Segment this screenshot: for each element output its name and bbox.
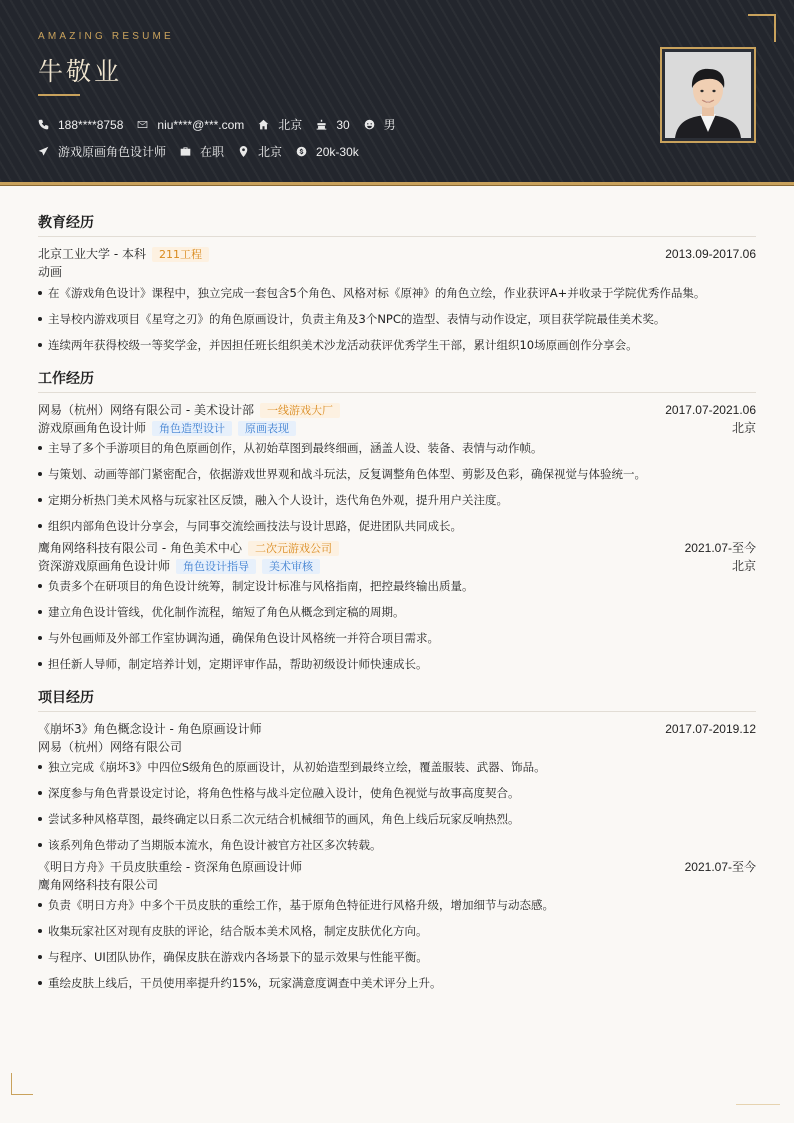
candidate-name: 牛敬业: [38, 57, 123, 86]
education-date: 2013.09-2017.06: [665, 247, 756, 261]
education-bullets: [38, 284, 756, 354]
role-tag: 美术审核: [262, 559, 320, 574]
job-date: 2021.07-至今: [684, 541, 756, 555]
contact-phone-text: 188****8758: [58, 117, 124, 132]
resume-header: [0, 0, 794, 186]
project-company: 鹰角网络科技有限公司: [38, 878, 159, 892]
job-company: 网易（杭州）网络有限公司 - 美术设计部: [38, 403, 254, 417]
list-item: 尝试多种风格草图，最终确定以日系二次元结合机械细节的画风，角色上线后玩家反响热烈。: [38, 810, 756, 828]
list-item: 负责多个在研项目的角色设计统筹，制定设计标准与风格指南，把控最终输出质量。: [38, 577, 756, 595]
education-major-row: [38, 263, 756, 281]
project-company: 网易（杭州）网络有限公司: [38, 740, 183, 754]
profile-photo-frame: [660, 47, 756, 143]
intent-location-text: 北京: [258, 145, 283, 159]
project-date: 2021.07-至今: [684, 860, 756, 874]
job-role: 资深游戏原画角色设计师: [38, 559, 171, 573]
list-item: 定期分析热门美术风格与玩家社区反馈，融入个人设计，迭代角色外观，提升用户关注度。: [38, 491, 756, 509]
project-name: 《崩坏3》角色概念设计 - 角色原画设计师: [38, 722, 262, 736]
list-item: 与外包画师及外部工作室协调沟通，确保角色设计风格统一并符合项目需求。: [38, 629, 756, 647]
list-item: 与程序、UI团队协作，确保皮肤在游戏内各场景下的显示效果与性能平衡。: [38, 948, 756, 966]
education-section: [38, 212, 756, 354]
contact-city-text: 北京: [278, 118, 303, 132]
list-item: 主导了多个手游项目的角色原画创作，从初始草图到最终细画，涵盖人设、装备、表情与动作帧。: [38, 439, 756, 457]
list-item: 组织内部角色设计分享会，与同事交流绘画技法与设计思路，促进团队共同成长。: [38, 517, 756, 535]
project-bullets: [38, 896, 756, 992]
school-tag: 211工程: [152, 247, 209, 262]
list-item: 建立角色设计管线，优化制作流程，缩短了角色从概念到定稿的周期。: [38, 603, 756, 621]
footer-accent-line: [736, 1104, 780, 1105]
intent-position: [38, 143, 166, 160]
header-eyebrow: AMAZING RESUME: [38, 31, 174, 42]
contact-phone: [38, 118, 123, 132]
list-item: 重绘皮肤上线后，干员使用率提升约15%，玩家满意度调查中美术评分上升。: [38, 974, 756, 992]
intent-status: [180, 143, 224, 160]
phone-icon: [38, 119, 49, 130]
job-bullets: [38, 577, 756, 673]
salary-icon: [296, 146, 307, 157]
list-item: 深度参与角色背景设定讨论，将角色性格与战斗定位融入设计，使角色视觉与故事高度契合。: [38, 784, 756, 802]
section-title-projects: 项目经历: [38, 687, 756, 712]
portrait-illustration: [665, 52, 751, 138]
location-icon: [238, 146, 249, 157]
list-item: 该系列角色带动了当期版本流水，角色设计被官方社区多次转载。: [38, 836, 756, 854]
job-header-row: [38, 539, 756, 557]
intent-salary: [296, 145, 359, 159]
job-city: 北京: [731, 559, 756, 573]
project-bullets: [38, 758, 756, 854]
contact-city: [258, 116, 302, 133]
project-company-row: [38, 876, 756, 894]
role-tag: 原画表现: [238, 421, 296, 436]
corner-ornament: [748, 14, 776, 42]
list-item: 主导校内游戏项目《星穹之刃》的角色原画设计，负责主角及3个NPC的造型、表情与动作设定，项目获学院最佳美术奖。: [38, 310, 756, 328]
school-name: 北京工业大学 - 本科: [38, 247, 146, 261]
project-name: 《明日方舟》干员皮肤重绘 - 资深角色原画设计师: [38, 860, 302, 874]
contact-age-text: 30: [336, 117, 350, 132]
corner-ornament-bottom-left: [11, 1073, 33, 1095]
project-header-row: [38, 858, 756, 876]
resume-body: [38, 212, 756, 1000]
contact-age: [316, 118, 349, 132]
job-role-row: [38, 557, 756, 575]
job-role-row: [38, 419, 756, 437]
work-section: [38, 368, 756, 673]
list-item: 收集玩家社区对现有皮肤的评论，结合版本美术风格，制定皮肤优化方向。: [38, 922, 756, 940]
list-item: 在《游戏角色设计》课程中，独立完成一套包含5个角色、风格对标《原神》的角色立绘，作业获评A+并收录于学院优秀作品集。: [38, 284, 756, 302]
contact-gender-text: 男: [383, 118, 396, 132]
mail-icon: [137, 119, 148, 130]
list-item: 连续两年获得校级一等奖学金，并因担任班长组织美术沙龙活动获评优秀学生干部，累计组织10场原画创作分享会。: [38, 336, 756, 354]
project-date: 2017.07-2019.12: [665, 722, 756, 736]
job-intent-row: [38, 143, 373, 160]
contact-row: [38, 116, 410, 133]
contact-gender: [364, 116, 396, 133]
education-header-row: [38, 245, 756, 263]
projects-section: [38, 687, 756, 992]
list-item: 独立完成《崩坏3》中四位S级角色的原画设计，从初始造型到最终立绘，覆盖服装、武器、饰品。: [38, 758, 756, 776]
project-header-row: [38, 720, 756, 738]
intent-salary-text: 20k-30k: [316, 144, 359, 159]
gender-icon: [364, 119, 375, 130]
job-header-row: [38, 401, 756, 419]
job-company: 鹰角网络科技有限公司 - 角色美术中心: [38, 541, 242, 555]
intent-location: [238, 143, 282, 160]
company-tag: 一线游戏大厂: [260, 403, 340, 418]
send-icon: [38, 146, 49, 157]
profile-photo: [665, 52, 751, 138]
job-bullets: [38, 439, 756, 535]
intent-position-text: 游戏原画角色设计师: [58, 145, 167, 159]
contact-email-text: niu****@***.com: [157, 117, 245, 132]
contact-email: [137, 118, 244, 132]
major-name: 动画: [38, 265, 63, 279]
list-item: 与策划、动画等部门紧密配合，依据游戏世界观和战斗玩法，反复调整角色体型、剪影及色彩，确保视觉与体验统一。: [38, 465, 756, 483]
role-tag: 角色设计指导: [176, 559, 256, 574]
intent-status-text: 在职: [200, 145, 225, 159]
section-title-work: 工作经历: [38, 368, 756, 393]
list-item: 负责《明日方舟》中多个干员皮肤的重绘工作，基于原角色特征进行风格升级，增加细节与动态感。: [38, 896, 756, 914]
status-icon: [180, 146, 191, 157]
name-underline: [38, 94, 80, 96]
project-company-row: [38, 738, 756, 756]
home-icon: [258, 119, 269, 130]
company-tag: 二次元游戏公司: [248, 541, 339, 556]
role-tag: 角色造型设计: [152, 421, 232, 436]
list-item: 担任新人导师，制定培养计划，定期评审作品，帮助初级设计师快速成长。: [38, 655, 756, 673]
cake-icon: [316, 119, 327, 130]
job-role: 游戏原画角色设计师: [38, 421, 147, 435]
job-city: 北京: [731, 421, 756, 435]
job-date: 2017.07-2021.06: [665, 403, 756, 417]
section-title-education: 教育经历: [38, 212, 756, 237]
